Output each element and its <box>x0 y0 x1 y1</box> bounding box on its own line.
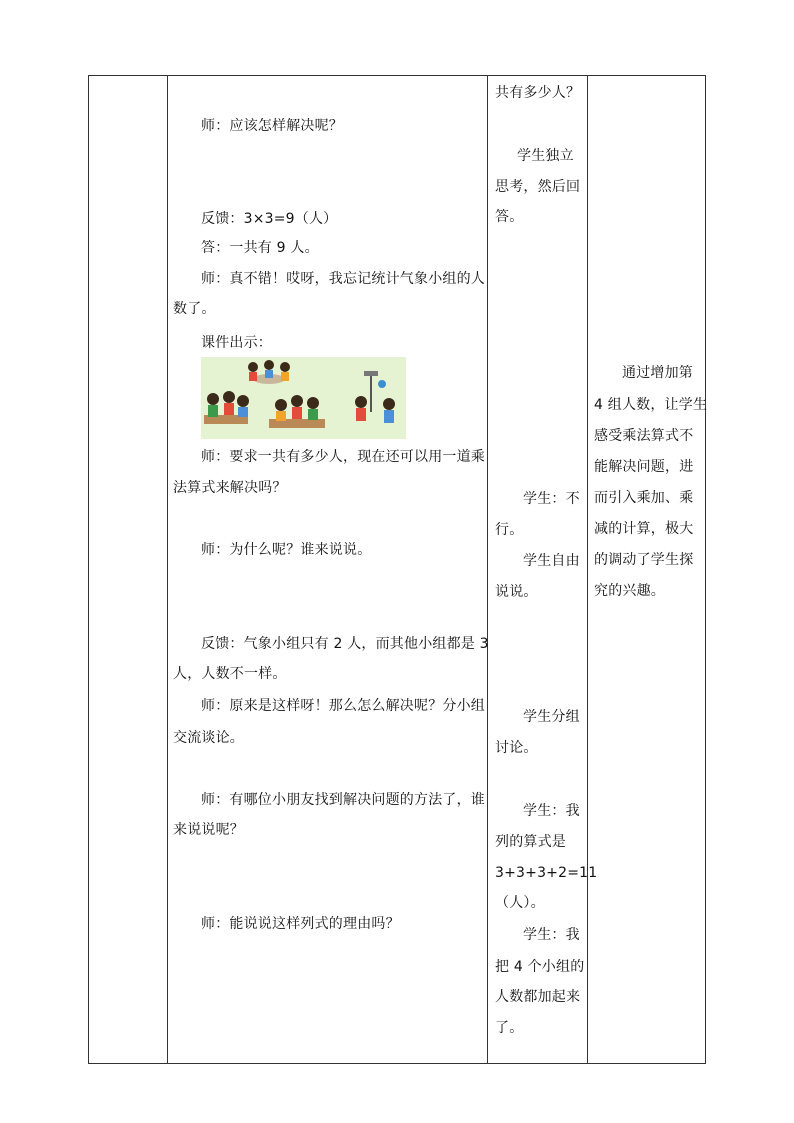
student-line: 把 4 个小组的 <box>495 959 585 975</box>
teacher-line: 师：应该怎样解决呢？ <box>201 118 343 134</box>
student-line: 行。 <box>495 522 524 538</box>
student-line: 学生：不 <box>523 491 580 507</box>
column-divider <box>167 76 168 1063</box>
student-line: 学生：我 <box>523 803 580 819</box>
teacher-line: 数了。 <box>173 301 216 317</box>
column-divider <box>487 76 488 1063</box>
student-line: 说说。 <box>495 584 538 600</box>
intent-line: 而引入乘加、乘 <box>594 490 694 506</box>
teacher-line: 师：能说说这样列式的理由吗？ <box>201 916 400 932</box>
intent-line: 4 组人数，让学生 <box>594 397 708 413</box>
student-line: 讨论。 <box>495 740 538 756</box>
courseware-label: 课件出示： <box>201 335 272 351</box>
teacher-line: 师：为什么呢？谁来说说。 <box>201 542 372 558</box>
teacher-line: 法算式来解决吗？ <box>173 480 287 496</box>
student-line: 学生自由 <box>523 553 580 569</box>
student-line: 学生独立 <box>517 148 574 164</box>
intent-line: 减的计算，极大 <box>594 521 694 537</box>
student-line: （人）。 <box>495 895 545 911</box>
intent-line: 能解决问题，进 <box>594 459 694 475</box>
student-line: 共有多少人？ <box>495 85 581 101</box>
student-line: 了。 <box>495 1020 524 1036</box>
answer-line: 答：一共有 9 人。 <box>201 240 319 256</box>
column-divider <box>587 76 588 1063</box>
intent-line: 究的兴趣。 <box>594 583 665 599</box>
teacher-line: 师：真不错！哎呀，我忘记统计气象小组的人 <box>201 271 485 287</box>
teacher-line: 交流谈论。 <box>173 730 244 746</box>
teacher-line: 师：要求一共有多少人，现在还可以用一道乘 <box>201 449 485 465</box>
teacher-line: 来说说呢？ <box>173 822 244 838</box>
student-line: 答。 <box>495 209 524 225</box>
feedback-line: 反馈：3×3=9（人） <box>201 211 338 227</box>
student-line: 列的算式是 <box>495 834 566 850</box>
student-line: 思考，然后回 <box>495 179 581 195</box>
student-line: 人数都加起来 <box>495 989 581 1005</box>
courseware-illustration <box>201 357 406 439</box>
feedback-line: 反馈：气象小组只有 2 人，而其他小组都是 3 <box>201 636 489 652</box>
intent-line: 的调动了学生探 <box>594 552 694 568</box>
teacher-line: 师：原来是这样呀！那么怎么解决呢？分小组 <box>201 698 485 714</box>
student-line: 学生：我 <box>523 927 580 943</box>
teacher-line: 师：有哪位小朋友找到解决问题的方法了，谁 <box>201 792 485 808</box>
intent-line: 感受乘法算式不 <box>594 428 694 444</box>
student-equation: 3+3+3+2=11 <box>495 865 598 881</box>
feedback-line: 人，人数不一样。 <box>173 666 287 682</box>
student-line: 学生分组 <box>523 709 580 725</box>
intent-line: 通过增加第 <box>622 365 693 381</box>
